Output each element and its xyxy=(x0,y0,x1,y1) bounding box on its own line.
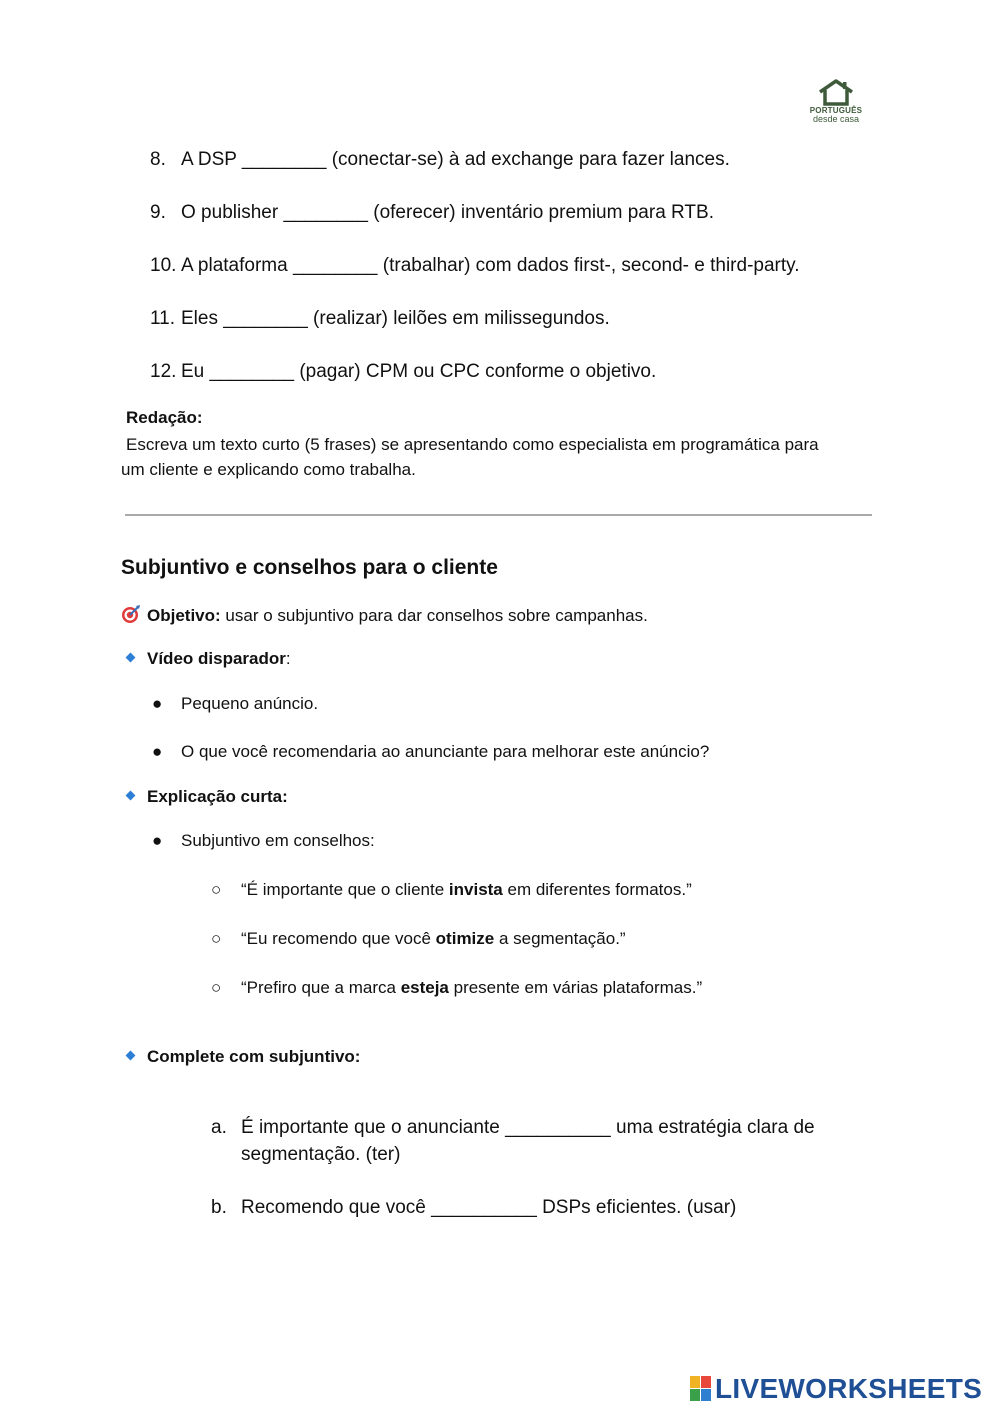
liveworksheets-wordmark: LIVEWORKSHEETS xyxy=(715,1373,983,1404)
list-item xyxy=(150,307,610,331)
section-title: Subjuntivo e conselhos para o cliente xyxy=(121,556,498,579)
bullet-dot-icon: ● xyxy=(152,831,163,850)
item-text: A DSP ________ (conectar-se) à ad exchange para fazer lances. xyxy=(181,149,730,170)
example-item xyxy=(211,978,702,998)
example-item xyxy=(211,929,626,949)
circle-bullet-icon: ○ xyxy=(211,929,222,948)
exercise-item xyxy=(211,1114,871,1168)
video-label: Vídeo disparador xyxy=(147,649,286,668)
bullet-dot-icon: ● xyxy=(152,742,163,761)
example-verb: esteja xyxy=(400,978,449,997)
example-text: “Prefiro que a marca xyxy=(241,978,401,997)
list-item xyxy=(152,742,709,762)
bullet-text: O que você recomendaria ao anunciante para melhorar este anúncio? xyxy=(181,742,710,761)
list-item xyxy=(150,148,730,172)
portugues-desde-casa-logo xyxy=(806,78,866,128)
item-number: 10. xyxy=(150,255,177,276)
item-number: 8. xyxy=(150,149,166,170)
bullet-text: Pequeno anúncio. xyxy=(181,694,319,713)
logo-line-1: PORTUGUÊS xyxy=(809,106,863,115)
objective-label: Objetivo: xyxy=(147,606,221,625)
objective-line xyxy=(121,604,648,626)
example-text-end: presente em várias plataformas.” xyxy=(448,978,703,997)
objective-text: usar o subjuntivo para dar conselhos sobre campanhas. xyxy=(225,606,648,625)
list-item xyxy=(150,360,656,384)
list-item xyxy=(152,694,318,714)
list-item xyxy=(150,201,714,225)
item-text: A plataforma ________ (trabalhar) com dados first-, second- e third-party. xyxy=(181,255,800,276)
redacao-heading: Redação: xyxy=(126,408,203,427)
example-text: “É importante que o cliente xyxy=(241,880,449,899)
example-text: “Eu recomendo que você xyxy=(241,929,436,948)
list-item xyxy=(150,254,800,278)
example-item xyxy=(211,880,692,900)
example-verb: otimize xyxy=(435,929,495,948)
diamond-bullet-icon xyxy=(126,653,136,663)
exercise-text: Recomendo que você __________ DSPs eficientes. (usar) xyxy=(241,1197,737,1218)
circle-bullet-icon: ○ xyxy=(211,978,222,997)
video-colon: : xyxy=(285,649,291,668)
item-number: 12. xyxy=(150,361,177,382)
diamond-bullet-icon xyxy=(126,791,136,801)
list-item xyxy=(152,831,375,851)
house-icon xyxy=(816,78,856,106)
item-text: O publisher ________ (oferecer) inventário premium para RTB. xyxy=(181,202,714,223)
example-text-end: a segmentação.” xyxy=(494,929,626,948)
target-icon xyxy=(121,604,141,624)
redacao-instructions xyxy=(121,432,891,482)
bullet-dot-icon: ● xyxy=(152,694,163,713)
item-number: 9. xyxy=(150,202,166,223)
explicacao-label: Explicação curta: xyxy=(147,787,288,806)
redacao-line-1: Escreva um texto curto (5 frases) se apresentando como especialista em programática para xyxy=(126,435,819,454)
liveworksheets-brand xyxy=(690,1373,990,1403)
complete-heading xyxy=(127,1047,360,1067)
diamond-bullet-icon xyxy=(126,1051,136,1061)
item-text: Eu ________ (pagar) CPM ou CPC conforme o objetivo. xyxy=(181,361,657,382)
logo-line-2: desde casa xyxy=(812,114,860,124)
redacao-line-2: um cliente e explicando como trabalha. xyxy=(121,460,416,479)
example-verb: invista xyxy=(448,880,503,899)
liveworksheets-logo-icon xyxy=(690,1376,712,1402)
circle-bullet-icon: ○ xyxy=(211,880,222,899)
complete-label: Complete com subjuntivo: xyxy=(147,1047,361,1066)
horizontal-divider xyxy=(125,514,872,516)
exercise-letter: a. xyxy=(211,1117,227,1138)
item-number: 11. xyxy=(150,308,176,329)
example-text-end: em diferentes formatos.” xyxy=(502,880,692,899)
exercise-letter: b. xyxy=(211,1197,227,1218)
video-heading xyxy=(127,649,291,669)
bullet-text: Subjuntivo em conselhos: xyxy=(181,831,375,850)
explicacao-heading xyxy=(127,787,288,807)
exercise-item xyxy=(211,1194,871,1221)
exercise-text: É importante que o anunciante __________ uma estratégia clara de segmentação. (ter) xyxy=(241,1117,815,1165)
item-text: Eles ________ (realizar) leilões em milissegundos. xyxy=(181,308,610,329)
